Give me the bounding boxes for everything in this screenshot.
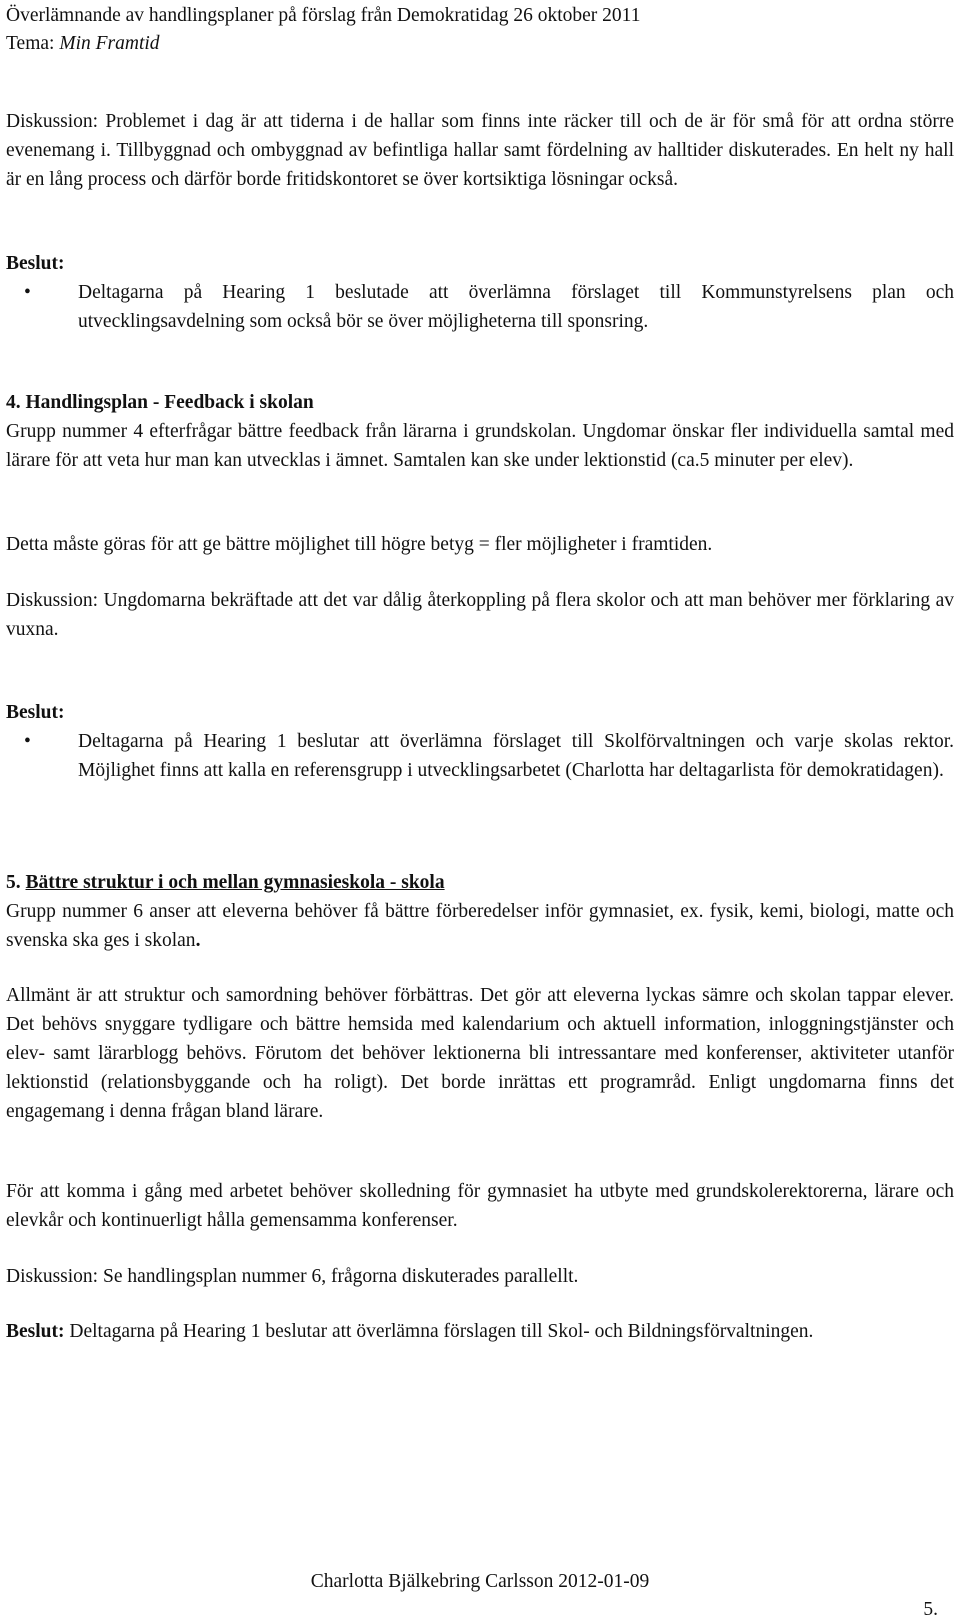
theme-value: Min Framtid [59,33,160,54]
section3-beslut-label: Beslut: [6,253,65,274]
theme-label: Tema: [6,33,60,54]
section3-discussion: Diskussion: Problemet i dag är att tiderna i de hallar som finns inte räcker till och de är för små för att ordna större evenemang i. Tillbyggnad och ombyggnad av befintliga hallar samt fördelning av halltider diskuterades. En helt ny hall är en lång process och därför borde fritidskontoret se över kortsiktiga lösningar också. [6,111,954,190]
section5-intro-text: Grupp nummer 6 anser att eleverna behöver få bättre förberedelser inför gymnasiet, ex. fysik, kemi, biologi, matte och svenska ska ges i skolan [6,901,954,951]
document-header [6,2,946,58]
header-theme [6,30,946,58]
section4-para2: Detta måste göras för att ge bättre möjlighet till högre betyg = fler möjligheter i framtiden. [6,534,713,555]
bullet-icon: • [24,282,31,303]
section4-discussion: Diskussion: Ungdomarna bekräftade att det var dålig återkoppling på flera skolor och att man behöver mer förklaring av vuxna. [6,590,954,640]
section5-discussion: Diskussion: Se handlingsplan nummer 6, frågorna diskuterades parallellt. [6,1266,579,1287]
section4-beslut-item [6,727,954,785]
section5-beslut-text: Deltagarna på Hearing 1 beslutar att överlämna förslagen till Skol- och Bildningsförvaltningen. [64,1321,814,1342]
section5-intro [6,897,954,955]
page-number: 5. [923,1599,938,1620]
section3-beslut-text: Deltagarna på Hearing 1 beslutade att överlämna förslaget till Kommunstyrelsens plan och utvecklingsavdelning som också bör se över möjligheterna till sponsring. [78,282,954,332]
section4-beslut-label: Beslut: [6,702,65,723]
section3-beslut-item [6,278,954,336]
header-title: Överlämnande av handlingsplaner på förslag från Demokratidag 26 oktober 2011 [6,5,641,26]
section5-para3: För att komma i gång med arbetet behöver skolledning för gymnasiet ha utbyte med grundskolerektorerna, lärare och elevkår och kontinuerligt hålla gemensamma konferenser. [6,1181,954,1231]
section4-intro: Grupp nummer 4 efterfrågar bättre feedback från lärarna i grundskolan. Ungdomar önskar fler individuella samtal med lärare för att veta hur man kan utvecklas i ämnet. Samtalen kan ske under lektionstid (ca.5 minuter per elev). [6,421,954,471]
section5-para2: Allmänt är att struktur och samordning behöver förbättras. Det gör att eleverna lyckas sämre och skolan tappar elever. Det behövs snyggare tydligare och bättre hemsida med kalendarium och aktuell information, inloggningstjänster och elev- samt lärarblogg behövs. Förutom det behöver lektionerna bli intressantare med konferenser, aktiviteter utanför lektionstid (relationsbyggande och ha roligt). Det borde inrättas ett programråd. Enligt ungdomarna finns det engagemang i denna frågan bland lärare. [6,985,954,1122]
section5-beslut-label: Beslut: [6,1321,65,1342]
section4-heading: 4. Handlingsplan - Feedback i skolan [6,392,314,413]
section5-number: 5. [6,872,26,893]
bullet-icon: • [24,731,31,752]
section4-beslut-text: Deltagarna på Hearing 1 beslutar att överlämna förslaget till Skolförvaltningen och varje skolas rektor. Möjlighet finns att kalla en referensgrupp i utvecklingsarbetet (Charlotta har deltagarlista för demokratidagen). [78,731,954,781]
footer-author-date: Charlotta Bjälkebring Carlsson 2012-01-09 [310,1571,650,1592]
section5-title: Bättre struktur i och mellan gymnasieskola - skola [25,872,445,893]
section5-beslut [6,1317,954,1346]
section5-intro-end: . [195,930,201,951]
section5-heading [6,868,954,897]
